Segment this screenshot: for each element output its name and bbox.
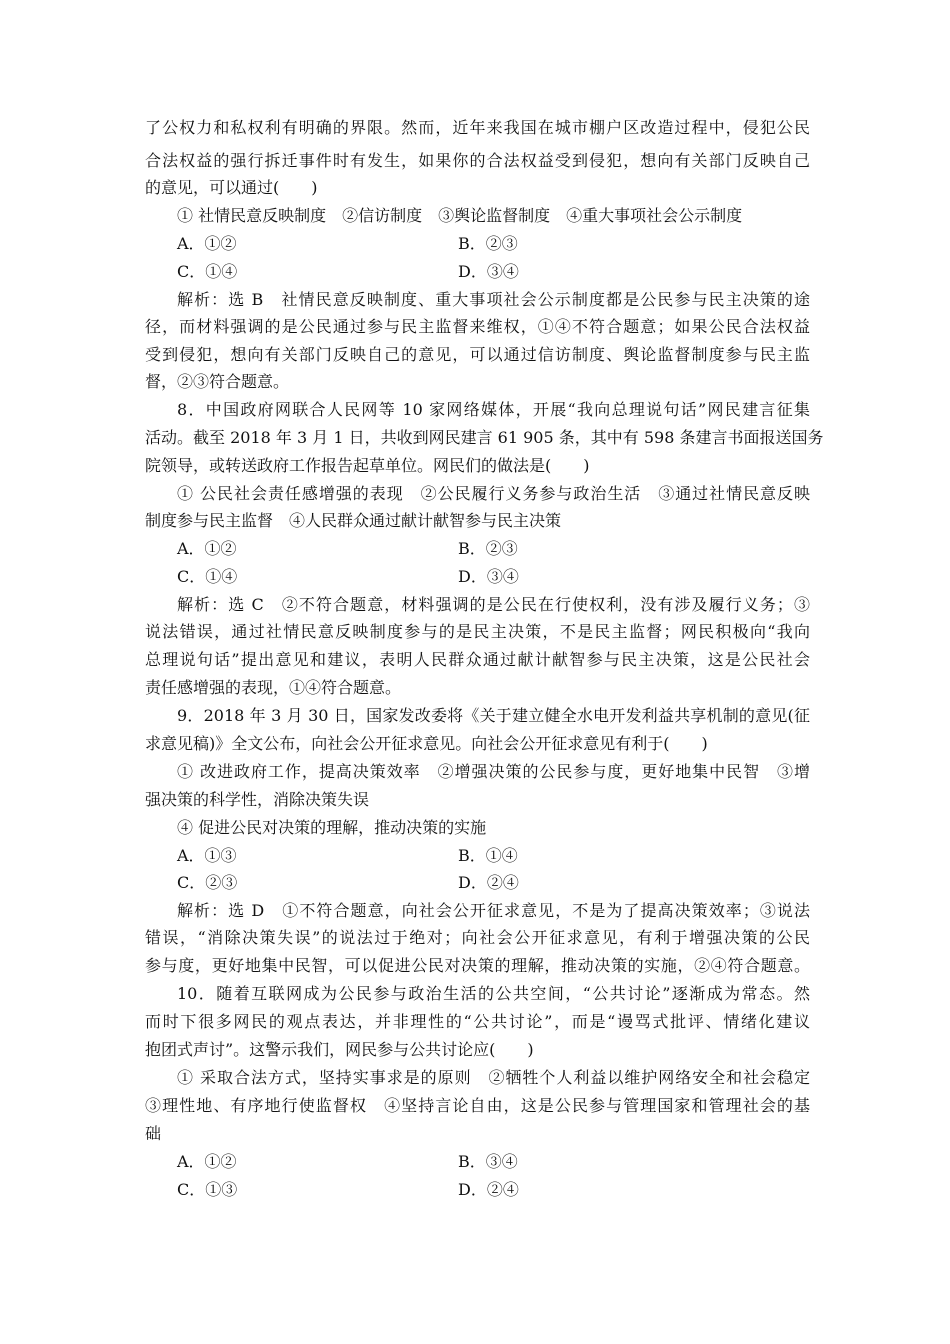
q8-analysis-line-1: 解析：选 C ②不符合题意，材料强调的是公民在行使权利，没有涉及履行义务；③ [177, 595, 810, 614]
q9-items-line-1: ① 改进政府工作，提高决策效率 ②增强决策的公民参与度，更好地集中民智 ③增 [177, 762, 810, 781]
q8-analysis-line-2: 说法错误，通过社情民意反映制度参与的是民主决策，不是民主监督；网民积极向“我向 [145, 622, 810, 641]
q9-stem-line-2: 求意见稿)》全文公布，向社会公开征求意见。向社会公开征求意见有利于( ) [145, 734, 708, 753]
q9-option-b: B．①④ [458, 846, 518, 865]
q7-option-b: B．②③ [458, 234, 518, 253]
q7-stem-line-2: 合法权益的强行拆迁事件时有发生，如果你的合法权益受到侵犯，想向有关部门反映自己 [145, 151, 810, 170]
q9-option-d: D．②④ [458, 873, 519, 892]
q7-stem-line-3: 的意见，可以通过( ) [145, 178, 318, 197]
q8-items-line-2: 制度参与民主监督 ④人民群众通过献计献智参与民主决策 [145, 511, 562, 530]
q10-items-line-1: ① 采取合法方式，坚持实事求是的原则 ②牺牲个人利益以维护网络安全和社会稳定 [177, 1068, 810, 1087]
q9-analysis-line-1: 解析：选 D ①不符合题意，向社会公开征求意见，不是为了提高决策效率；③说法 [177, 901, 810, 920]
q10-items-line-3: 础 [145, 1124, 162, 1143]
q10-items-line-2: ③理性地、有序地行使监督权 ④坚持言论自由，这是公民参与管理国家和管理社会的基 [145, 1096, 810, 1115]
q8-stem-line-3: 院领导，或转送政府工作报告起草单位。网民们的做法是( ) [145, 456, 590, 475]
q10-option-a: A．①② [177, 1152, 237, 1171]
q8-stem-line-2: 活动。截至 2018 年 3 月 1 日，共收到网民建言 61 905 条，其中有 598 条建言书面报送国务 [145, 428, 824, 447]
q10-stem-line-1: 10．随着互联网成为公民参与政治生活的公共空间，“公共讨论”逐渐成为常态。然 [177, 984, 810, 1003]
q8-items-line-1: ① 公民社会责任感增强的表现 ②公民履行义务参与政治生活 ③通过社情民意反映 [177, 484, 810, 503]
q9-option-c: C．②③ [177, 873, 238, 892]
q10-option-b: B．③④ [458, 1152, 518, 1171]
q10-option-d: D．②④ [458, 1180, 519, 1199]
q7-option-c: C．①④ [177, 262, 238, 281]
q9-items-line-3: ④ 促进公民对决策的理解，推动决策的实施 [177, 818, 487, 837]
q7-stem-line-1: 了公权力和私权利有明确的界限。然而，近年来我国在城市棚户区改造过程中，侵犯公民 [145, 118, 810, 137]
q9-stem-line-1: 9．2018 年 3 月 30 日，国家发改委将《关于建立健全水电开发利益共享机制的意见(征 [177, 706, 810, 725]
q10-stem-line-3: 抱团式声讨”。这警示我们，网民参与公共讨论应( ) [145, 1040, 534, 1059]
q7-option-a: A．①② [177, 234, 237, 253]
q8-analysis-line-3: 总理说句话”提出意见和建议，表明人民群众通过献计献智参与民主决策，这是公民社会 [145, 650, 810, 669]
q7-option-d: D．③④ [458, 262, 519, 281]
q8-option-b: B．②③ [458, 539, 518, 558]
q7-analysis-line-2: 径，而材料强调的是公民通过参与民主监督来维权，①④不符合题意；如果公民合法权益 [145, 317, 810, 336]
q9-analysis-line-3: 参与度，更好地集中民智，可以促进公民对决策的理解，推动决策的实施，②④符合题意。 [145, 956, 810, 975]
q9-analysis-line-2: 错误，“消除决策失误”的说法过于绝对；向社会公开征求意见，有利于增强决策的公民 [145, 928, 810, 947]
q8-stem-line-1: 8．中国政府网联合人民网等 10 家网络媒体，开展“我向总理说句话”网民建言征集 [177, 400, 810, 419]
q10-stem-line-2: 而时下很多网民的观点表达，并非理性的“公共讨论”，而是“谩骂式批评、情绪化建议 [145, 1012, 810, 1031]
q7-analysis-line-4: 督，②③符合题意。 [145, 372, 290, 391]
q7-analysis-line-1: 解析：选 B 社情民意反映制度、重大事项社会公示制度都是公民参与民主决策的途 [177, 290, 810, 309]
q7-analysis-line-3: 受到侵犯，想向有关部门反映自己的意见，可以通过信访制度、舆论监督制度参与民主监 [145, 345, 810, 364]
q8-option-a: A．①② [177, 539, 237, 558]
q8-analysis-line-4: 责任感增强的表现，①④符合题意。 [145, 678, 402, 697]
q8-option-c: C．①④ [177, 567, 238, 586]
q9-option-a: A．①③ [177, 846, 237, 865]
q10-option-c: C．①③ [177, 1180, 238, 1199]
q9-items-line-2: 强决策的科学性，消除决策失误 [145, 790, 370, 809]
q7-items: ① 社情民意反映制度 ②信访制度 ③舆论监督制度 ④重大事项社会公示制度 [177, 206, 743, 225]
q8-option-d: D．③④ [458, 567, 519, 586]
